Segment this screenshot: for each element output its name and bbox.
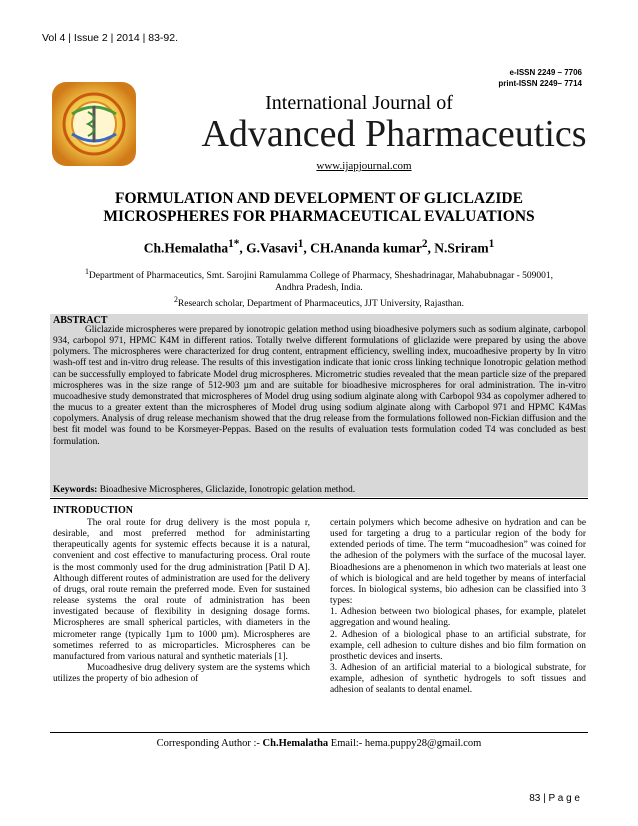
affiliation-2 bbox=[40, 294, 598, 311]
intro-paragraph: certain polymers which become adhesive on hydration and can be used for targeting a drug to a particular region of the body for extended periods of time. The term “mucoadhesion” was coined for the adhesion of the polymers with the surface of the mucosal layer. Bioadhesions are a phenomenon in which two materials at least one of which is biological and are held together by means of interfacial forces. In biological systems, bio adhesion can be classified into 3 types: bbox=[330, 518, 586, 607]
keywords bbox=[53, 485, 355, 495]
list-item: 1. Adhesion between two biological phases, for example, platelet aggregation and wound healing. bbox=[330, 607, 586, 629]
corr-label: Corresponding Author :- bbox=[156, 738, 260, 749]
aff-text: Research scholar, Department of Pharmaceutics, JJT University, Rajasthan. bbox=[177, 299, 465, 310]
volume-info: Vol 4 | Issue 2 | 2014 | 83-92. bbox=[42, 32, 179, 44]
aff-text: Department of Pharmaceutics, Smt. Sarojini Ramulamma College of Pharmacy, Sheshadrinagar, Mahabubnagar - 509001, bbox=[88, 271, 554, 282]
author-name: Ch.Hemalatha bbox=[143, 240, 229, 256]
corr-name: Ch.Hemalatha bbox=[262, 738, 329, 749]
intro-paragraph: Mucoadhesive drug delivery system are the systems which utilizes the property of bio adhesion of bbox=[53, 663, 310, 685]
print-issn: print-ISSN 2249– 7714 bbox=[498, 79, 582, 88]
keywords-text: Bioadhesive Microspheres, Gliclazide, Ionotropic gelation method. bbox=[99, 485, 356, 495]
intro-paragraph: The oral route for drug delivery is the most popula r, desirable, and most preferred method for administarting therapeutically agents for systemic effects because it is a natural, convenient and cost effective to manufacturing process. Oral route is the most commonly used for the drug administration [Patil D A]. Although different routes of administration are used for the delivery of drugs, oral route remain the preferred mode. Even for sustained release systems the oral route of administration has been investigated because of flexibility in designing dosage forms. Microspheres are small spherical particles, with diameters in the micrometer range (typically 1µm to 1000 µm). Microspheres are sometimes referred to as microparticles. Microspheres can be manufactured from various natural and synthetic materials [1]. bbox=[53, 518, 310, 662]
journal-title-line1: International Journal of bbox=[265, 92, 453, 114]
aff-sup: 2 bbox=[173, 295, 178, 305]
abstract-paragraph: Gliclazide microspheres were prepared by ionotropic gelation method using bioadhesive polymers such as sodium alginate, carbopol 934, carbopol 971, HPMC K4M in different ratios. Totally twelve different formulations of gliclazide were prepared by using the above polymers. The microspheres were characterized for drug content, entrapment efficiency, swelling index, mucoadhesive property by In vitro wash-off test and in-vitro drug release. The results of this investigation indicate that ionic cross linking technique Ionotropic gelation method can be successfully employed to fabricate Model drug microspheres. Micrometric studies revealed that the mean particle size of the prepared microspheres was in the size range of 512-903 µm and are suitable for bioadhesive microspheres for oral administration. The in-vitro mucoadhesive study demonstrated that microspheres of Model drug using sodium alginate along with Carbopol 934 as copolymer adhered to the mucus to a greater extent than the microspheres of Model drug using sodium alginate along with Carbopol 971 and HPMC K4Mas copolymers. Analysis of drug release mechanism showed that the drug release from the formulations followed non-Fickian diffusion and the best fit model was found to be Korsmeyer-Peppas. Based on the results of evaluation tests formulation coded T4 was concluded as best formulation. bbox=[53, 325, 586, 447]
author-sup: 2 bbox=[421, 238, 428, 250]
abstract-body bbox=[53, 325, 586, 448]
corr-email[interactable]: Email:- hema.puppy28@gmail.com bbox=[330, 738, 482, 749]
author-sup: 1 bbox=[488, 238, 495, 250]
affiliation-1-cont: Andhra Pradesh, India. bbox=[275, 282, 363, 293]
column-left bbox=[53, 518, 310, 685]
corresponding-author bbox=[0, 738, 638, 749]
author-list: Ch.Hemalatha$^{1*}$, G.Vasavi$^1$, CH.Ananda kumar$^2$, N.Sriram$^1$ bbox=[143, 238, 495, 256]
eissn: e-ISSN 2249 – 7706 bbox=[509, 68, 582, 77]
abstract-heading: ABSTRACT bbox=[53, 315, 108, 326]
paper-title-line2: MICROSPHERES FOR PHARMACEUTICAL EVALUATIONS bbox=[103, 208, 535, 225]
list-item: 3. Adhesion of an artificial material to a biological substrate, for example, adhesion of synthetic hydrogels to soft tissues and adhesion of sealants to dental enamel. bbox=[330, 663, 586, 696]
paper-title-line1: FORMULATION AND DEVELOPMENT OF GLICLAZIDE bbox=[115, 190, 523, 207]
author-name: G.Vasavi bbox=[246, 240, 298, 256]
author-sup: 1 bbox=[297, 238, 304, 250]
author-name: CH.Ananda kumar bbox=[310, 240, 422, 256]
aff-sup: 1 bbox=[84, 267, 89, 276]
paper-title bbox=[60, 190, 578, 226]
page-number: 83 | P a g e bbox=[529, 793, 580, 804]
journal-url[interactable]: www.ijapjournal.com bbox=[316, 160, 412, 172]
footer-divider bbox=[50, 732, 588, 733]
introduction-heading: INTRODUCTION bbox=[53, 505, 134, 516]
author-sup: 1* bbox=[228, 238, 240, 250]
affiliation-1 bbox=[40, 266, 598, 283]
divider bbox=[50, 498, 588, 499]
keywords-label: Keywords: bbox=[53, 485, 98, 495]
journal-title-line2: Advanced Pharmaceutics bbox=[201, 113, 587, 155]
column-right bbox=[330, 518, 586, 697]
affiliations bbox=[40, 266, 598, 311]
author-name: N.Sriram bbox=[434, 240, 489, 256]
list-item: 2. Adhesion of a biological phase to an artificial substrate, for example, cell adhesion to culture dishes and bio film formation on prosthetic devices and inserts. bbox=[330, 629, 586, 662]
